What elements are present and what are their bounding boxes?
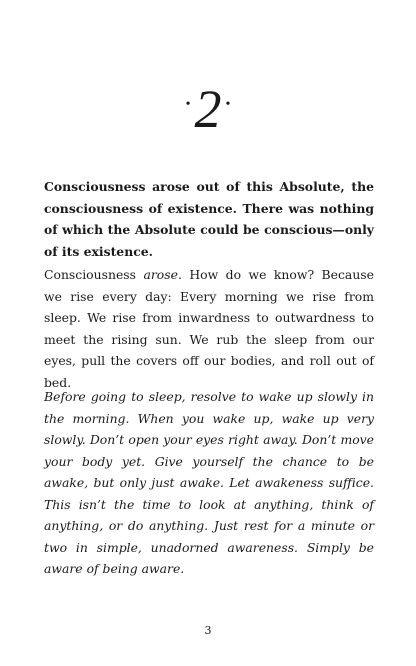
paragraph-1-start: Consciousness	[44, 267, 144, 282]
page-number: 3	[204, 624, 212, 637]
ornament-right-dot: •	[225, 97, 231, 112]
ornament-left-dot: •	[185, 97, 191, 112]
paragraph-1-emphasis: arose	[143, 267, 178, 282]
body-paragraph-1	[44, 264, 374, 393]
paragraph-1-rest: . How do we know? Because we rise every day: Every morning we rise from sleep. We rise from inwardness to outwardness to meet the rising sun. We rub the sleep from our eyes, pull the covers off our bodies, and roll out of bed.	[44, 267, 374, 390]
chapter-heading	[0, 79, 416, 139]
chapter-number: 2	[194, 79, 222, 139]
bold-statement: Consciousness arose out of this Absolute, the consciousness of existence. There was nothing of which the Absolute could be conscious—only of its existence.	[44, 179, 374, 259]
body-paragraph-2-italic: Before going to sleep, resolve to wake up slowly in the morning. When you wake up, wake up very slowly. Don’t open your eyes right away. Don’t move your body yet. Give yourself the chance to be awake, but only just awake. Let awakeness suffice. This isn’t the time to look at anything, think of anything, or do anything. Just rest for a minute or two in simple, unadorned awareness. Simply be aware of being aware.	[44, 389, 374, 576]
